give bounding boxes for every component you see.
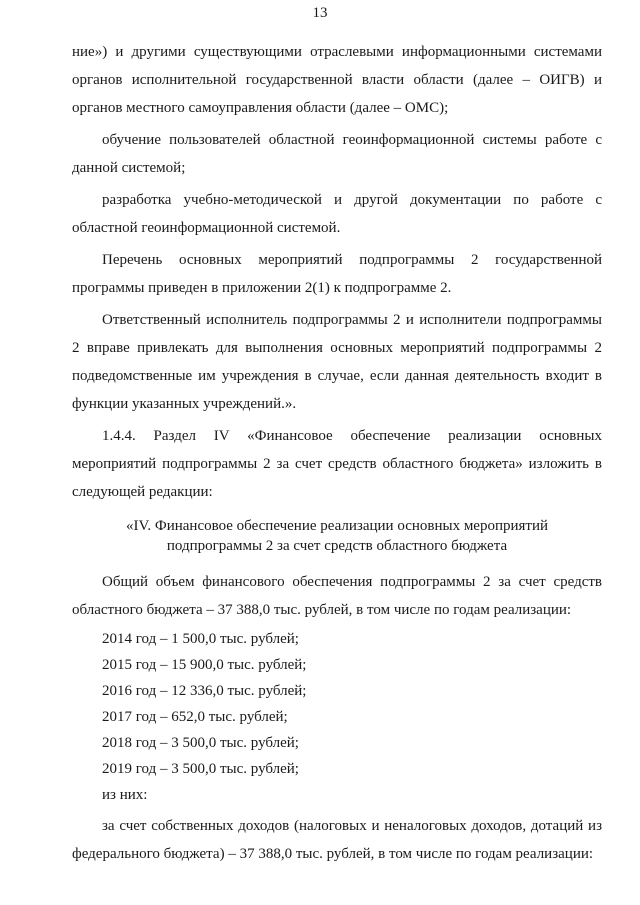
paragraph-own-income: за счет собственных доходов (налоговых и неналоговых доходов, дотаций из федерального бюджета) – 37 388,0 тыс. рублей, в том числе по годам реализации: [72, 818, 602, 862]
year-item-2017: 2017 год – 652,0 тыс. рублей; [102, 709, 288, 725]
of-which-label: из них: [102, 787, 148, 803]
paragraph-activities-list: Перечень основных мероприятий подпрограммы 2 государственной программы приведен в приложении 2(1) к подпрограмме 2. [72, 252, 602, 296]
paragraph-documentation: разработка учебно-методической и другой документации по работе с областной геоинформационной системой. [72, 192, 602, 236]
year-item-2014: 2014 год – 1 500,0 тыс. рублей; [102, 631, 299, 647]
paragraph-continuation: ние») и другими существующими отраслевыми информационными системами органов исполнительной государственной власти области (далее – ОИГВ) и органов местного самоуправления области (далее – ОМС); [72, 44, 602, 116]
section-heading-line-2: подпрограммы 2 за счет средств областного бюджета [166, 538, 508, 554]
paragraph-user-training: обучение пользователей областной геоинформационной системы работе с данной системой; [72, 132, 602, 176]
section-heading-line-1: «IV. Финансовое обеспечение реализации основных мероприятий [125, 518, 549, 534]
paragraph-total-funding: Общий объем финансового обеспечения подпрограммы 2 за счет средств областного бюджета – 37 388,0 тыс. рублей, в том числе по годам реализации: [72, 574, 602, 618]
page-number: 13 [312, 5, 328, 21]
year-item-2018: 2018 год – 3 500,0 тыс. рублей; [102, 735, 299, 751]
paragraph-section-amendment: 1.4.4. Раздел IV «Финансовое обеспечение реализации основных мероприятий подпрограммы 2 за счет средств областного бюджета» изложить в следующей редакции: [72, 428, 602, 500]
page-content [72, 38, 602, 868]
section-heading [72, 516, 602, 556]
paragraph-responsible-executor: Ответственный исполнитель подпрограммы 2 и исполнители подпрограммы 2 вправе привлекать для выполнения основных мероприятий подпрограммы 2 подведомственные им учреждения в случае, если данная деятельность входит в функции указанных учреждений.». [72, 312, 602, 412]
year-item-2015: 2015 год – 15 900,0 тыс. рублей; [102, 657, 307, 673]
year-item-2016: 2016 год – 12 336,0 тыс. рублей; [102, 683, 307, 699]
year-item-2019: 2019 год – 3 500,0 тыс. рублей; [102, 761, 299, 777]
yearly-funding-list [72, 626, 602, 808]
